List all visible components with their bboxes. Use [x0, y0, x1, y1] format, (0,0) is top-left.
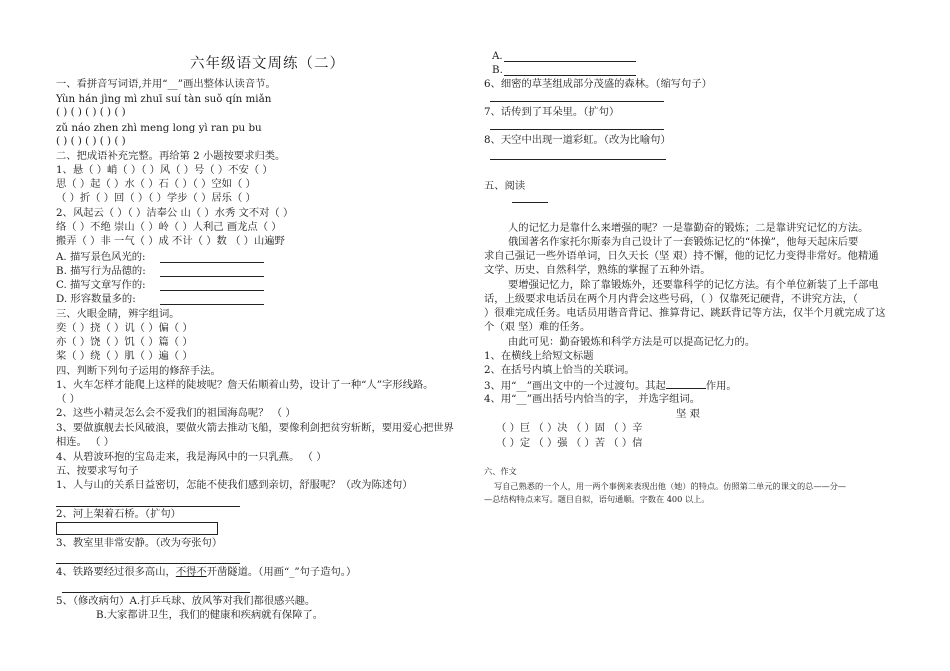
- answer-line[interactable]: [62, 592, 250, 593]
- idiom-line[interactable]: （ ）折（ ）回（ ）（ ）学步（ ）居乐（ ）: [56, 192, 256, 204]
- composition-heading: 六、作文: [484, 466, 517, 476]
- reading-heading: 五、阅读: [484, 180, 526, 192]
- char-group-line[interactable]: 桨（ ）绕（ ）肌（ ）遍（ ）: [56, 350, 193, 362]
- answer-brackets-row-1[interactable]: ( ) ( ) ( ) ( ) ( ): [56, 106, 126, 118]
- section-2-question: 二、把成语补充完整。再给第 2 小题按要求归类。: [56, 150, 286, 162]
- answer-line[interactable]: [504, 75, 636, 76]
- rewrite-item-2: 2、河上架着石桥。（扩句）: [56, 508, 181, 520]
- idiom-line[interactable]: 搬弄（ ）非 一气（ ）成 不计（ ）数 （ ）山遍野: [56, 235, 285, 247]
- rhetoric-item-1: 1、火车怎样才能爬上这样的陡坡呢？詹天佑顺着山势，设计了一种“人”字形线路。: [56, 379, 434, 391]
- answer-line[interactable]: [160, 276, 264, 277]
- word-fill-line[interactable]: （ ）巨 （ ）决 （ ）固 （ ）辛: [496, 422, 643, 434]
- word-fill-line[interactable]: （ ）定 （ ）强 （ ）苦 （ ）信: [496, 437, 643, 449]
- reading-question-2: 2、在括号内填上恰当的关联词。: [484, 364, 635, 376]
- composition-prompt-cont: —总结构特点来写。题目自拟，语句通顺。字数在 400 以上。: [484, 494, 710, 504]
- char-group-line[interactable]: 亦（ ）饶（ ）饥（ ）篇（ ）: [56, 336, 193, 348]
- reading-paragraph-3-line: ）很难完成任务。电话员用谐音背记、推算背记、跳跃背记等方法，仅半个月就完成了这: [484, 307, 886, 319]
- answer-brackets-row-2[interactable]: ( ) ( ) ( ) ( ) ( ): [56, 135, 126, 147]
- reading-paragraph-1: 人的记忆力是靠什么来增强的呢？一是靠勤奋的锻炼；二是靠讲究记忆的方法。: [508, 222, 869, 234]
- idiom-line[interactable]: 思（ ）起（ ）水（ ）石（ ）（ ）空如（ ）: [56, 178, 256, 190]
- rhetoric-item-2[interactable]: 2、这些小精灵怎么会不爱我们的祖国海岛呢？ （ ）: [56, 407, 296, 419]
- section-1-question: 一、看拼音写词语,并用“__”画出整体认读音节。: [56, 78, 276, 90]
- pinyin-row-2: zǔ náo zhen zhì meng long yì ran pu bu: [56, 122, 262, 134]
- rewrite-item-5b: B.大家都讲卫生，我们的健康和疾病就有保障了。: [96, 609, 324, 621]
- rhetoric-answer-1[interactable]: （ ）: [56, 393, 80, 405]
- idiom-line[interactable]: 1、悬（ ）峭（ ）（ ）风（ ）号（ ）不安（ ）: [56, 164, 273, 176]
- reading-paragraph-4: 由此可见：勤奋锻炼和科学方法是可以提高记忆力的。: [508, 336, 756, 348]
- char-group-line[interactable]: 奕（ ）挠（ ）讥（ ）偏（ ）: [56, 322, 193, 334]
- char-choice-header: 坚 艰: [676, 408, 700, 420]
- rewrite-item-3: 3、教室里非常安静。（改为夸张句）: [56, 537, 223, 549]
- reading-paragraph-3-line: 个（艰 坚）难的任务。: [484, 321, 591, 333]
- answer-line[interactable]: [490, 101, 664, 102]
- section-4-question: 四、判断下列句子运用的修辞手法。: [56, 365, 221, 377]
- rewrite-item-4: 4、铁路要经过很多高山，不得不开凿隧道。（用画“_”句子造句。）: [56, 566, 357, 578]
- category-a: A. 描写景色风光的:: [56, 251, 146, 263]
- rhetoric-item-4[interactable]: 4、从碧波环抱的宝岛走来，我是海风中的一只乳燕。 （ ）: [56, 451, 327, 463]
- reading-question-3: 3、用“__”画出文中的一个过渡句。其起 作用。: [484, 380, 737, 392]
- answer-line[interactable]: [160, 262, 264, 263]
- idiom-line[interactable]: 络（ ）不绝 崇山（ ）岭（ ）人利己 画龙点（ ）: [56, 221, 282, 233]
- rhetoric-item-3: 3、要做旗舰去长风破浪，要做火箭去推动飞船，要像利剑把贫穷斩断，要用爱心把世界: [56, 422, 454, 434]
- answer-box[interactable]: [56, 522, 218, 535]
- category-b: B. 描写行为品德的:: [56, 265, 146, 277]
- reading-question-1: 1、在横线上给短文标题: [484, 350, 594, 362]
- answer-line[interactable]: [56, 506, 240, 507]
- option-b: B.: [492, 64, 503, 76]
- idiom-line[interactable]: 2、风起云（ ）（ ）洁奉公 山（ ）水秀 文不对（ ）: [56, 207, 294, 219]
- reading-paragraph-3-line: 话，上级要求电话员在两个月内背会这些号码，（ ）仅靠死记硬背，不讲究方法，（: [484, 293, 858, 305]
- reading-paragraph-2-line: 文学、历史、自然科学，熟练的掌握了五种外语。: [484, 264, 711, 276]
- section-5-question: 五、按要求写句子: [56, 465, 139, 477]
- question-8: 8、天空中出现一道彩虹。（改为比喻句）: [484, 134, 671, 146]
- rewrite-item-5a: 5、（修改病句）A.打乒乓球、放风筝对我们都很感兴趣。: [56, 595, 316, 607]
- answer-line[interactable]: [56, 563, 240, 564]
- answer-line[interactable]: [504, 61, 636, 62]
- option-a: A.: [492, 50, 503, 62]
- pinyin-row-1: Yùn hán jìng mì zhuī suí tàn suǒ qín miǎn: [56, 93, 272, 105]
- rewrite-item-1: 1、人与山的关系日益密切，怎能不使我们感到亲切，舒服呢？（改为陈述句）: [56, 479, 413, 491]
- underlined-phrase: 不得不: [175, 566, 207, 578]
- question-6: 6、细密的草茎组成部分茂盛的森林。（缩写句子）: [484, 78, 712, 90]
- title-blank[interactable]: [512, 202, 548, 203]
- composition-prompt: 写自己熟悉的一个人，用一两个事例来表现出他（她）的特点。仿照第二单元的课文的总——分—: [494, 481, 847, 491]
- answer-line[interactable]: [160, 290, 264, 291]
- question-7: 7、话传到了耳朵里。（扩句）: [484, 106, 620, 118]
- category-d: D. 形容数量多的:: [56, 293, 136, 305]
- category-c: C. 描写文章写作的:: [56, 279, 146, 291]
- reading-question-4: 4、用“__”画出括号内恰当的字， 并选字组词。: [484, 393, 700, 405]
- rhetoric-item-3-cont[interactable]: 相连。 （ ）: [56, 436, 115, 448]
- section-3-question: 三、火眼金睛，辨字组词。: [56, 308, 180, 320]
- reading-paragraph-3-line: 要增强记忆力，除了靠锻炼外，还要靠科学的记忆方法。有个单位新装了上千部电: [508, 279, 879, 291]
- reading-paragraph-2-line: 求自己强记一些外语单词，日久天长（坚 艰）持不懈，他的记忆力变得非常好。他精通: [484, 250, 879, 262]
- answer-line[interactable]: [160, 304, 264, 305]
- answer-blank[interactable]: [666, 378, 706, 389]
- page-title: 六年级语文周练（二）: [190, 56, 345, 72]
- answer-line[interactable]: [490, 129, 664, 130]
- reading-paragraph-2-line: 俄国著名作家托尔斯泰为自己设计了一套锻炼记忆的“体操”，他每天起床后要: [508, 236, 859, 248]
- answer-line[interactable]: [490, 159, 666, 160]
